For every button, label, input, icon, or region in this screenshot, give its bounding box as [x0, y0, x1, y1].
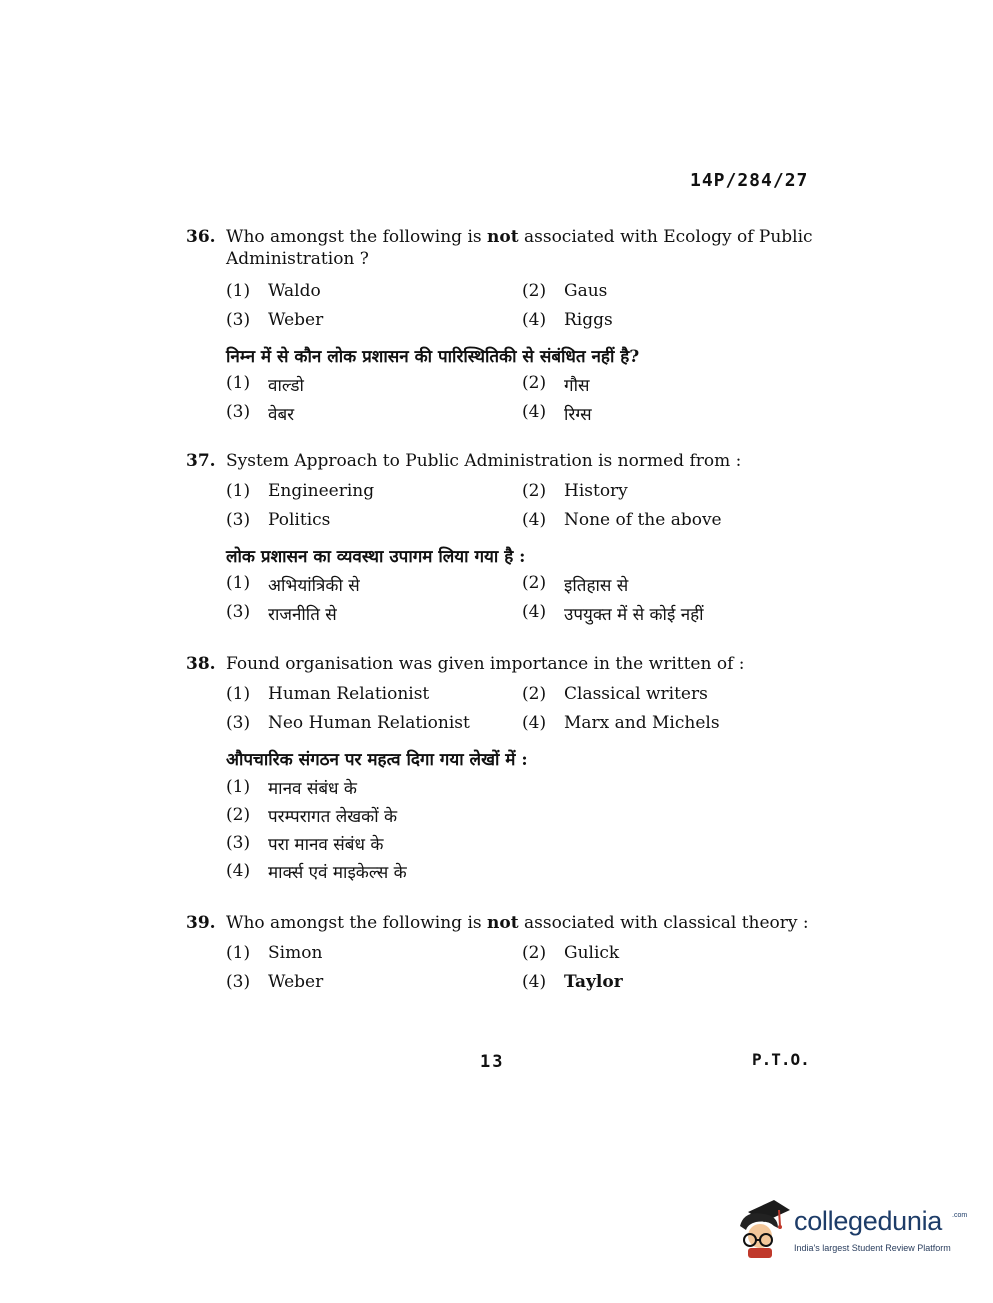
- question-36: [186, 226, 826, 428]
- option-2: (2) History: [522, 480, 628, 501]
- hindi-option-3: (3) परा मानव संबंध के: [226, 833, 384, 855]
- hindi-option-3: (3) राजनीति से: [226, 602, 337, 625]
- logo-tagline: India's largest Student Review Platform: [794, 1243, 951, 1253]
- option-3: (3) Neo Human Relationist: [226, 712, 470, 733]
- pto-label: P.T.O.: [752, 1050, 810, 1069]
- question-text-hindi: निम्न में से कौन लोक प्रशासन की पारिस्थितिकी से संबंधित नहीं है?: [226, 347, 640, 367]
- option-4: (4) Marx and Michels: [522, 712, 720, 733]
- option-4: (4) Riggs: [522, 309, 613, 330]
- logo-suffix: .com: [952, 1212, 968, 1219]
- option-1: (1) Human Relationist: [226, 683, 430, 704]
- paper-code: 14P/284/27: [690, 170, 809, 191]
- question-text: Found organisation was given importance in the written of :: [226, 654, 745, 674]
- question-text: Who amongst the following is not associated with classical theory :: [226, 913, 809, 933]
- option-4: (4) Taylor: [522, 971, 623, 992]
- option-2: (2) Gulick: [522, 942, 620, 963]
- mascot-icon: [734, 1196, 792, 1262]
- option-4: (4) None of the above: [522, 509, 722, 530]
- hindi-option-4: (4) रिग्स: [522, 402, 592, 425]
- option-1: (1) Simon: [226, 942, 323, 963]
- option-2: (2) Classical writers: [522, 683, 708, 704]
- question-text-hindi: लोक प्रशासन का व्यवस्था उपागम लिया गया है :: [226, 547, 526, 567]
- question-text: Who amongst the following is not associated with Ecology of Public Administration ?: [226, 227, 813, 269]
- question-number: 37.: [186, 451, 216, 471]
- option-3: (3) Politics: [226, 509, 331, 530]
- question-38: [186, 653, 826, 885]
- question-37: [186, 450, 826, 628]
- option-3: (3) Weber: [226, 971, 324, 992]
- hindi-option-3: (3) वेबर: [226, 402, 295, 425]
- hindi-option-1: (1) मानव संबंध के: [226, 777, 357, 799]
- hindi-option-4: (4) मार्क्स एवं माइकेल्स के: [226, 861, 407, 883]
- hindi-option-2: (2) परम्परागत लेखकों के: [226, 805, 398, 827]
- question-39: [186, 912, 826, 996]
- hindi-option-2: (2) इतिहास से: [522, 573, 629, 596]
- question-number: 39.: [186, 913, 216, 933]
- question-number: 38.: [186, 654, 216, 674]
- collegedunia-logo: [734, 1196, 968, 1262]
- hindi-option-1: (1) वाल्डो: [226, 373, 304, 396]
- question-number: 36.: [186, 227, 216, 247]
- question-text: System Approach to Public Administration is normed from :: [226, 451, 742, 471]
- question-text-hindi: औपचारिक संगठन पर महत्व दिगा गया लेखों में :: [226, 750, 528, 770]
- option-2: (2) Gaus: [522, 280, 608, 301]
- option-1: (1) Waldo: [226, 280, 321, 301]
- option-3: (3) Weber: [226, 309, 324, 330]
- hindi-option-4: (4) उपयुक्त में से कोई नहीं: [522, 602, 704, 625]
- hindi-option-1: (1) अभियांत्रिकी से: [226, 573, 360, 596]
- page-number: 13: [480, 1052, 505, 1072]
- logo-wordmark: collegedunia: [794, 1206, 943, 1236]
- hindi-option-2: (2) गौस: [522, 373, 590, 396]
- option-1: (1) Engineering: [226, 480, 375, 501]
